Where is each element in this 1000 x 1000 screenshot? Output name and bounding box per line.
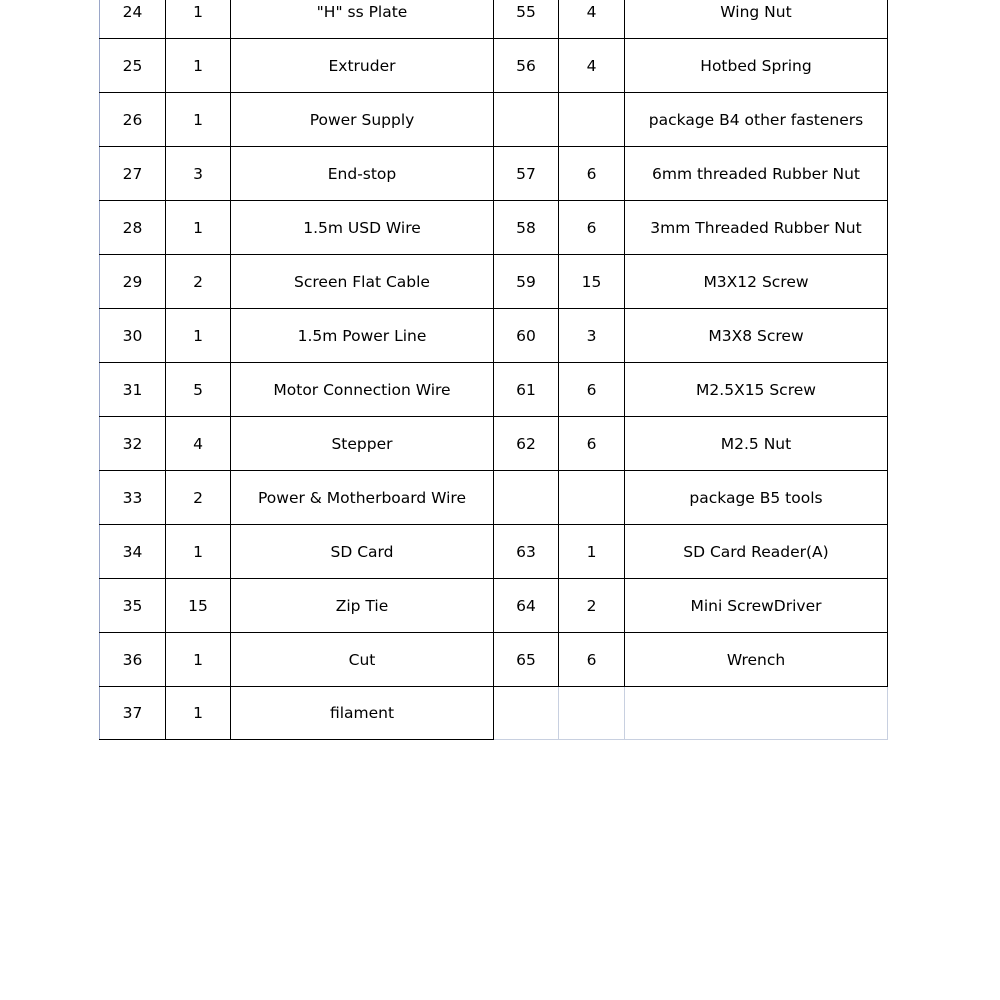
table-row bbox=[100, 633, 888, 687]
item-number-left: 35 bbox=[100, 579, 166, 633]
table-row bbox=[100, 417, 888, 471]
table-row bbox=[100, 0, 888, 39]
item-number-right: 62 bbox=[494, 417, 559, 471]
item-name-right: M3X8 Screw bbox=[625, 309, 888, 363]
item-number-right bbox=[494, 687, 559, 740]
item-name-right: SD Card Reader(A) bbox=[625, 525, 888, 579]
item-qty-right: 6 bbox=[559, 417, 625, 471]
item-name-right: Mini ScrewDriver bbox=[625, 579, 888, 633]
parts-list-table bbox=[99, 0, 888, 740]
item-number-left: 28 bbox=[100, 201, 166, 255]
item-qty-right: 1 bbox=[559, 525, 625, 579]
item-number-left: 33 bbox=[100, 471, 166, 525]
item-name-left: Stepper bbox=[231, 417, 494, 471]
item-number-right bbox=[494, 471, 559, 525]
item-number-left: 31 bbox=[100, 363, 166, 417]
item-qty-right: 6 bbox=[559, 147, 625, 201]
item-qty-left: 1 bbox=[166, 687, 231, 740]
item-name-left: "H" ss Plate bbox=[231, 0, 494, 39]
item-name-right: Wing Nut bbox=[625, 0, 888, 39]
item-number-left: 37 bbox=[100, 687, 166, 740]
item-number-right: 60 bbox=[494, 309, 559, 363]
item-number-left: 29 bbox=[100, 255, 166, 309]
item-qty-left: 1 bbox=[166, 39, 231, 93]
item-number-left: 30 bbox=[100, 309, 166, 363]
item-number-right: 56 bbox=[494, 39, 559, 93]
table-row bbox=[100, 525, 888, 579]
item-name-left: Cut bbox=[231, 633, 494, 687]
item-name-right: Wrench bbox=[625, 633, 888, 687]
item-number-right: 59 bbox=[494, 255, 559, 309]
item-qty-left: 1 bbox=[166, 633, 231, 687]
table-row bbox=[100, 201, 888, 255]
item-qty-left: 1 bbox=[166, 525, 231, 579]
item-name-right: M2.5 Nut bbox=[625, 417, 888, 471]
item-qty-left: 4 bbox=[166, 417, 231, 471]
item-qty-right bbox=[559, 93, 625, 147]
item-name-left: End-stop bbox=[231, 147, 494, 201]
item-number-left: 26 bbox=[100, 93, 166, 147]
item-number-right: 63 bbox=[494, 525, 559, 579]
item-qty-left: 5 bbox=[166, 363, 231, 417]
item-qty-left: 1 bbox=[166, 309, 231, 363]
item-qty-right bbox=[559, 687, 625, 740]
item-qty-left: 2 bbox=[166, 255, 231, 309]
item-number-right: 58 bbox=[494, 201, 559, 255]
item-number-left: 32 bbox=[100, 417, 166, 471]
item-name-left: Power & Motherboard Wire bbox=[231, 471, 494, 525]
table-row bbox=[100, 471, 888, 525]
item-name-left: Motor Connection Wire bbox=[231, 363, 494, 417]
item-name-left: Extruder bbox=[231, 39, 494, 93]
table-row bbox=[100, 93, 888, 147]
package-header-b4: package B4 other fasteners bbox=[625, 93, 888, 147]
item-number-right bbox=[494, 93, 559, 147]
item-name-left: SD Card bbox=[231, 525, 494, 579]
item-name-right: 6mm threaded Rubber Nut bbox=[625, 147, 888, 201]
item-name-right bbox=[625, 687, 888, 740]
table-row bbox=[100, 309, 888, 363]
item-qty-left: 15 bbox=[166, 579, 231, 633]
item-qty-left: 2 bbox=[166, 471, 231, 525]
item-qty-left: 1 bbox=[166, 93, 231, 147]
item-name-left: 1.5m Power Line bbox=[231, 309, 494, 363]
item-name-left: Power Supply bbox=[231, 93, 494, 147]
item-qty-right: 3 bbox=[559, 309, 625, 363]
package-header-b5: package B5 tools bbox=[625, 471, 888, 525]
item-name-left: 1.5m USD Wire bbox=[231, 201, 494, 255]
item-number-left: 25 bbox=[100, 39, 166, 93]
item-name-right: 3mm Threaded Rubber Nut bbox=[625, 201, 888, 255]
item-name-right: Hotbed Spring bbox=[625, 39, 888, 93]
item-name-right: M3X12 Screw bbox=[625, 255, 888, 309]
item-number-left: 27 bbox=[100, 147, 166, 201]
table-row bbox=[100, 687, 888, 740]
item-qty-right: 2 bbox=[559, 579, 625, 633]
item-name-right: M2.5X15 Screw bbox=[625, 363, 888, 417]
item-qty-right: 6 bbox=[559, 201, 625, 255]
item-number-right: 55 bbox=[494, 0, 559, 39]
item-qty-right: 4 bbox=[559, 0, 625, 39]
item-qty-left: 1 bbox=[166, 201, 231, 255]
item-qty-right: 4 bbox=[559, 39, 625, 93]
table-row bbox=[100, 363, 888, 417]
item-number-left: 24 bbox=[100, 0, 166, 39]
item-qty-right: 6 bbox=[559, 633, 625, 687]
item-number-right: 64 bbox=[494, 579, 559, 633]
item-name-left: filament bbox=[231, 687, 494, 740]
item-name-left: Screen Flat Cable bbox=[231, 255, 494, 309]
item-qty-right: 15 bbox=[559, 255, 625, 309]
item-number-right: 57 bbox=[494, 147, 559, 201]
item-number-left: 36 bbox=[100, 633, 166, 687]
item-qty-left: 3 bbox=[166, 147, 231, 201]
item-qty-left: 1 bbox=[166, 0, 231, 39]
table-row bbox=[100, 147, 888, 201]
item-number-left: 34 bbox=[100, 525, 166, 579]
item-qty-right: 6 bbox=[559, 363, 625, 417]
item-qty-right bbox=[559, 471, 625, 525]
table-row bbox=[100, 255, 888, 309]
item-number-right: 61 bbox=[494, 363, 559, 417]
item-name-left: Zip Tie bbox=[231, 579, 494, 633]
item-number-right: 65 bbox=[494, 633, 559, 687]
table-row bbox=[100, 39, 888, 93]
table-row bbox=[100, 579, 888, 633]
